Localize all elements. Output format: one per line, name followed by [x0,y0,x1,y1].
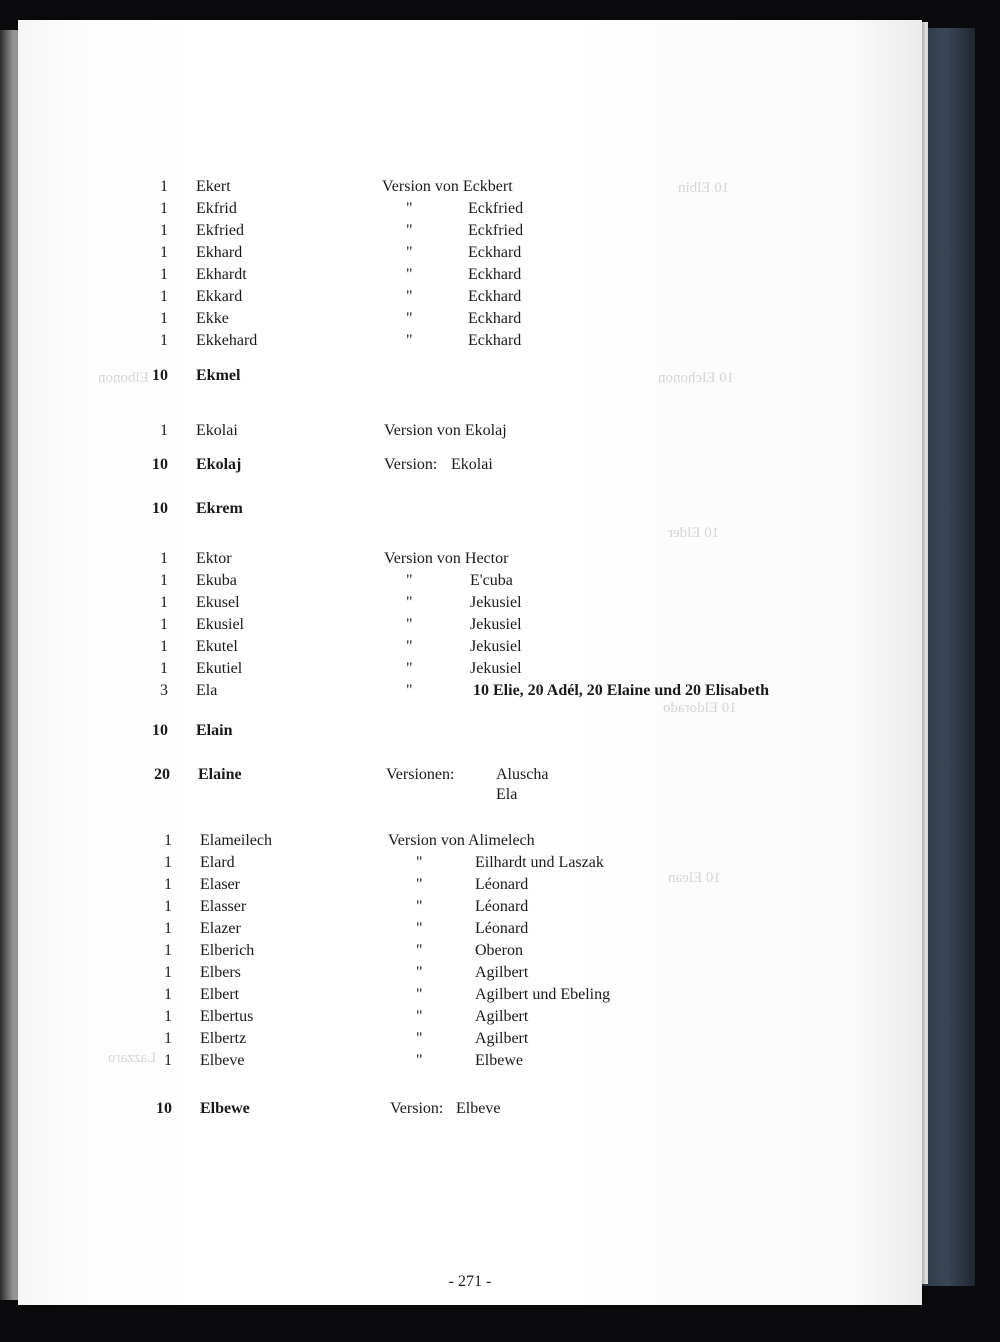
entry-row [18,680,922,702]
entry-row [18,614,922,636]
ditto-mark: " [406,638,413,655]
entry-row [18,592,922,614]
entry-name: Elbertz [200,1030,247,1047]
entry-value: Agilbert [475,1008,529,1025]
entry-value: Eckfried [468,222,524,239]
entry-value: Eckhard [468,288,522,305]
entry-value: Eckhard [468,310,522,327]
ditto-mark: " [406,200,413,217]
entry-name: Elaser [200,876,240,893]
entry-count: 1 [164,854,172,871]
ditto-mark: " [406,310,413,327]
entry-row [18,330,922,352]
entry-count: 1 [160,638,168,655]
entry-name: Ekusiel [196,616,244,633]
entry-row [18,874,922,896]
entry-name: Elard [200,854,235,871]
entry-row [18,454,922,476]
entry-count: 10 [152,722,168,739]
show-through-text: 10 Eldorado [663,700,737,716]
entry-count: 10 [152,500,168,517]
entry-value: Elbeve [456,1100,501,1117]
entry-row [18,784,922,806]
entry-name: Ekert [196,178,231,195]
entry-value: Eckfried [468,200,524,217]
entry-value: Elbewe [475,1052,523,1069]
entry-name: Ekkehard [196,332,258,349]
entry-count: 1 [160,660,168,677]
entry-name: Ekhard [196,244,243,261]
entry-count: 1 [160,266,168,283]
entry-value: Aluscha [496,766,549,783]
entry-value: Agilbert [475,964,529,981]
entry-value: Jekusiel [470,638,522,655]
entry-row [18,1098,922,1120]
entry-name: Elbert [200,986,240,1003]
entry-row [18,548,922,570]
entry-count: 1 [160,332,168,349]
entry-count: 1 [164,876,172,893]
entry-value: E'cuba [470,572,513,589]
ditto-mark: " [406,332,413,349]
entry-count: 1 [160,422,168,439]
entry-name: Elberich [200,942,255,959]
entry-count: 1 [160,222,168,239]
entry-name: Ekke [196,310,229,327]
entry-count: 1 [160,616,168,633]
entry-row [18,220,922,242]
ditto-mark: " [416,942,423,959]
show-through-text: Elbonon [98,370,149,386]
show-through-text: 10 Elbin [678,180,730,196]
entry-count: 1 [164,1030,172,1047]
entry-row [18,940,922,962]
entry-count: 1 [164,1008,172,1025]
entry-name: Elbertus [200,1008,254,1025]
entry-count: 1 [164,942,172,959]
ditto-mark: " [416,986,423,1003]
book-page [18,20,922,1305]
entry-row [18,1028,922,1050]
entry-name: Ekutel [196,638,238,655]
entry-label: Versionen: [386,766,455,783]
entry-row [18,720,922,742]
ditto-mark: " [416,876,423,893]
entry-row [18,176,922,198]
entry-value: Jekusiel [470,660,522,677]
entry-name: Elbewe [200,1100,250,1117]
show-through-text: 10 Elchonon [658,370,735,386]
entry-row [18,962,922,984]
entry-value: Agilbert [475,1030,529,1047]
entry-count: 1 [160,594,168,611]
entry-count: 1 [160,572,168,589]
entry-count: 1 [160,550,168,567]
entry-value: Eckhard [468,244,522,261]
entry-name: Ekhardt [196,266,247,283]
entry-count: 1 [160,200,168,217]
entry-count: 1 [164,1052,172,1069]
entry-value: Eckhard [468,332,522,349]
entry-label: Version von Alimelech [388,832,535,849]
entry-row [18,365,922,387]
ditto-mark: " [406,244,413,261]
entry-value: Ela [496,786,518,803]
ditto-mark: " [406,572,413,589]
entry-row [18,264,922,286]
entry-value: Agilbert und Ebeling [475,986,611,1003]
entry-count: 1 [164,964,172,981]
entry-name: Ekolai [196,422,238,439]
entry-row [18,1006,922,1028]
entry-count: 10 [152,456,168,473]
ditto-mark: " [406,660,413,677]
ditto-mark: " [416,854,423,871]
entry-count: 1 [160,288,168,305]
ditto-mark: " [406,266,413,283]
entry-label: Version von Hector [384,550,509,567]
entry-row [18,242,922,264]
entry-name: Ekfried [196,222,244,239]
entry-name: Ekmel [196,367,241,384]
entry-count: 20 [154,766,170,783]
entry-count: 1 [160,178,168,195]
entry-row [18,308,922,330]
entry-name: Elazer [200,920,241,937]
entry-count: 1 [164,832,172,849]
entry-value: Eckhard [468,266,522,283]
entry-row [18,852,922,874]
entry-row [18,636,922,658]
ditto-mark: " [406,616,413,633]
entry-label: Version von Eckbert [382,178,513,195]
entry-name: Elameilech [200,832,272,849]
entry-row [18,420,922,442]
entry-value: Jekusiel [470,594,522,611]
entry-row [18,498,922,520]
entry-label: Version: [384,456,438,473]
ditto-mark: " [416,1052,423,1069]
entry-name: Ektor [196,550,232,567]
entry-name: Ekuba [196,572,237,589]
ditto-mark: " [416,898,423,915]
entry-count: 10 [152,367,168,384]
entry-row [18,1050,922,1072]
entry-name: Ekusel [196,594,240,611]
entry-count: 10 [156,1100,172,1117]
entry-name: Ekrem [196,500,243,517]
page-number: - 271 - [448,1273,492,1290]
entry-row [18,918,922,940]
ditto-mark: " [406,288,413,305]
entry-label: Version: [390,1100,444,1117]
entry-count: 1 [160,244,168,261]
entry-count: 1 [164,898,172,915]
entry-row [18,830,922,852]
entry-name: Elain [196,722,233,739]
entry-row [18,896,922,918]
entry-label: Version von Ekolaj [384,422,507,439]
entry-row [18,286,922,308]
entry-count: 1 [160,310,168,327]
ditto-mark: " [406,222,413,239]
show-through-text: 10 Elder [668,525,720,541]
entry-row [18,984,922,1006]
entry-name: Ekutiel [196,660,243,677]
entry-name: Elbeve [200,1052,245,1069]
entry-row [18,198,922,220]
entry-name: Ela [196,682,218,699]
ditto-mark: " [406,594,413,611]
entry-value: Jekusiel [470,616,522,633]
ditto-mark: " [406,682,413,699]
show-through-text: Lazzaro [108,1050,157,1066]
entry-value: Oberon [475,942,523,959]
entry-value: Eilhardt und Laszak [475,854,604,871]
entry-value: Léonard [475,898,529,915]
entry-value: Ekolai [451,456,493,473]
ditto-mark: " [416,920,423,937]
entry-count: 3 [160,682,168,699]
entry-value: Léonard [475,920,529,937]
show-through-text: 10 Elean [668,870,721,886]
entry-name: Elaine [198,766,242,783]
entry-count: 1 [164,920,172,937]
entry-row [18,764,922,786]
ditto-mark: " [416,1008,423,1025]
entry-name: Ekkard [196,288,243,305]
entry-row [18,570,922,592]
ditto-mark: " [416,964,423,981]
ditto-mark: " [416,1030,423,1047]
entry-count: 1 [164,986,172,1003]
entry-name: Elbers [200,964,241,981]
entry-value: 10 Elie, 20 Adél, 20 Elaine und 20 Elisabeth [473,682,770,699]
entry-value: Léonard [475,876,529,893]
entry-name: Elasser [200,898,247,915]
entry-name: Ekfrid [196,200,237,217]
entry-row [18,658,922,680]
entry-name: Ekolaj [196,456,242,473]
